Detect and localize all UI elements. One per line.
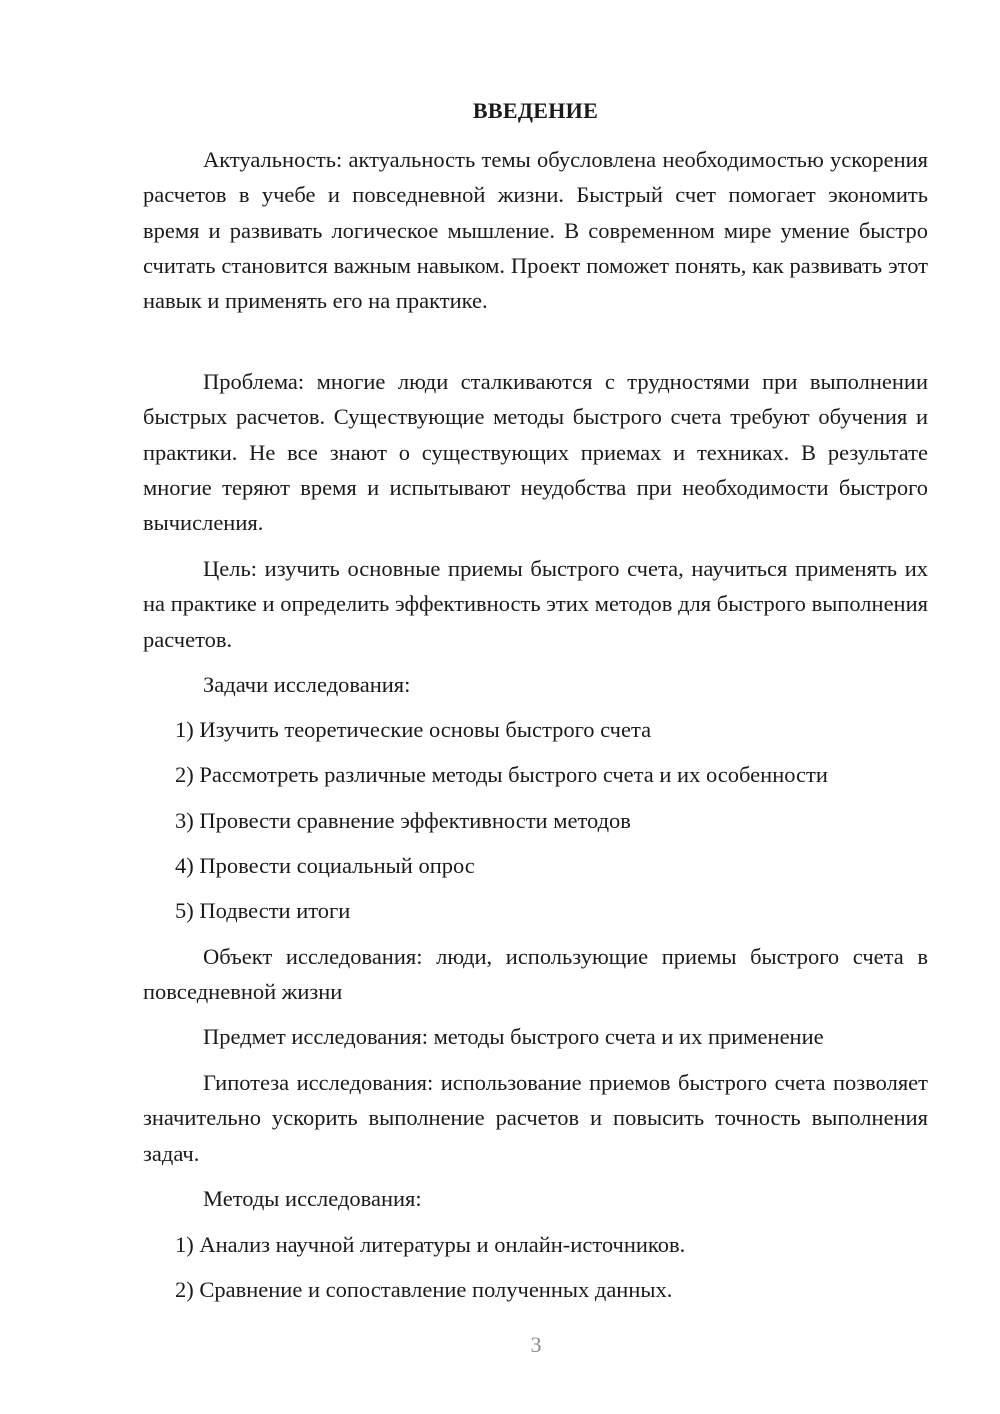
task-item: 4) Провести социальный опрос (175, 853, 475, 878)
object-paragraph: Объект исследования: люди, использующие приемы быстрого счета в повседневной жизни (143, 944, 928, 1005)
problem-paragraph: Проблема: многие люди сталкиваются с трудностями при выполнении быстрых расчетов. Существующие методы быстрого счета требуют обучения и практики. Не все знают о существующих приемах и техниках. В результате многие теряют время и испытывают неудобства при необходимости быстрого вычисления. (143, 369, 928, 536)
section-title: ВВЕДЕНИЕ (472, 98, 599, 123)
hypothesis-paragraph: Гипотеза исследования: использование приемов быстрого счета позволяет значительно ускорить выполнение расчетов и повысить точность выполнения задач. (143, 1070, 928, 1166)
task-item: 3) Провести сравнение эффективности методов (175, 808, 631, 833)
goal-paragraph: Цель: изучить основные приемы быстрого счета, научиться применять их на практике и определить эффективность этих методов для быстрого выполнения расчетов. (143, 556, 928, 652)
method-item: 2) Сравнение и сопоставление полученных данных. (175, 1277, 673, 1302)
subject-paragraph: Предмет исследования: методы быстрого счета и их применение (203, 1024, 824, 1049)
relevance-paragraph: Актуальность: актуальность темы обусловлена необходимостью ускорения расчетов в учебе и повседневной жизни. Быстрый счет помогает экономить время и развивать логическое мышление. В современном мире умение быстро считать становится важным навыком. Проект поможет понять, как развивать этот навык и применять его на практике. (143, 147, 928, 314)
task-item: 1) Изучить теоретические основы быстрого счета (175, 717, 652, 742)
method-item: 1) Анализ научной литературы и онлайн-источников. (175, 1232, 686, 1257)
task-item: 2) Рассмотреть различные методы быстрого счета и их особенности (175, 762, 828, 787)
task-item: 5) Подвести итоги (175, 898, 351, 923)
methods-heading: Методы исследования: (203, 1186, 422, 1211)
page-number: 3 (530, 1332, 542, 1357)
tasks-heading: Задачи исследования: (203, 672, 411, 697)
